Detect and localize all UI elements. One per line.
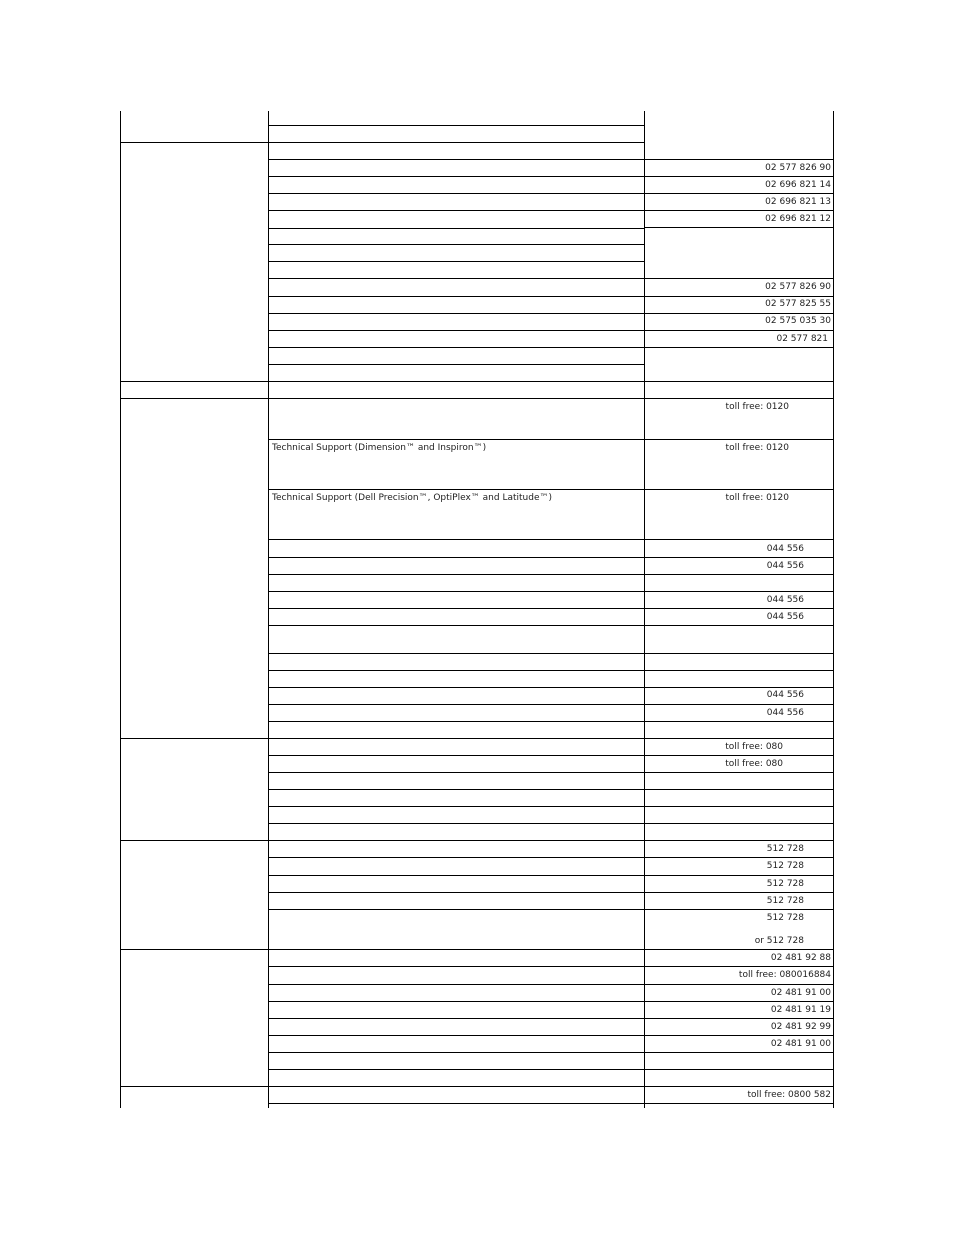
phone-number: 02 575 035 30 (765, 316, 831, 326)
grid-line (268, 840, 644, 841)
grid-line (645, 1035, 833, 1036)
grid-line (645, 670, 833, 671)
grid-line (268, 539, 644, 540)
grid-line (268, 1052, 644, 1053)
grid-line (268, 721, 644, 722)
grid-line (268, 193, 644, 194)
grid-line (268, 984, 644, 985)
grid-line (645, 313, 833, 314)
grid-line (268, 772, 644, 773)
phone-number: 512 728 (766, 879, 804, 889)
grid-line (268, 330, 644, 331)
grid-line (645, 653, 833, 654)
phone-number: 02 696 821 13 (765, 197, 831, 207)
grid-line (268, 608, 644, 609)
grid-line (645, 591, 833, 592)
grid-line (645, 227, 833, 228)
grid-line (268, 228, 644, 229)
grid-line (268, 296, 644, 297)
grid-line (645, 381, 833, 382)
phone-number: 512 728 (766, 861, 804, 871)
grid-line (120, 381, 268, 382)
grid-line (833, 111, 834, 1108)
phone-number: 02 696 821 14 (765, 180, 831, 190)
grid-line (645, 789, 833, 790)
grid-line (645, 539, 833, 540)
phone-number: 02 577 821 (776, 334, 828, 344)
grid-line (268, 381, 644, 382)
grid-line (645, 574, 833, 575)
grid-line (645, 772, 833, 773)
grid-line (268, 670, 644, 671)
grid-line (645, 278, 833, 279)
grid-line (645, 704, 833, 705)
grid-line (268, 687, 644, 688)
grid-line (268, 625, 644, 626)
phone-number: toll free: 080016884 (738, 970, 831, 980)
grid-line (645, 1086, 833, 1087)
grid-line (268, 142, 644, 143)
grid-line (645, 557, 833, 558)
grid-line (120, 949, 268, 950)
grid-line (268, 313, 644, 314)
grid-line (645, 892, 833, 893)
grid-line (268, 653, 644, 654)
grid-line (645, 1052, 833, 1053)
grid-line (268, 574, 644, 575)
grid-line (645, 966, 833, 967)
grid-line (645, 909, 833, 910)
grid-line (268, 439, 644, 440)
phone-number: toll free: 080 (725, 742, 783, 752)
grid-line (645, 755, 833, 756)
grid-line (268, 1018, 644, 1019)
grid-line (268, 823, 644, 824)
grid-line (644, 111, 645, 1108)
phone-number: 02 577 826 90 (765, 282, 831, 292)
grid-line (268, 125, 644, 126)
phone-number: toll free: 0120 (725, 402, 789, 412)
grid-line (268, 806, 644, 807)
grid-line (645, 398, 833, 399)
grid-line (645, 176, 833, 177)
phone-number: 512 728 (766, 844, 804, 854)
grid-line (120, 142, 268, 143)
grid-line (268, 875, 644, 876)
grid-line (268, 278, 644, 279)
grid-line (645, 949, 833, 950)
grid-line (268, 1103, 644, 1104)
phone-number: 044 556 (766, 708, 804, 718)
phone-number: 512 728 (766, 913, 804, 923)
grid-line (268, 755, 644, 756)
grid-line (645, 330, 833, 331)
phone-number: 02 481 91 19 (770, 1005, 831, 1015)
grid-line (268, 1035, 644, 1036)
phone-number: 044 556 (766, 561, 804, 571)
grid-line (645, 625, 833, 626)
grid-line (645, 857, 833, 858)
grid-line (645, 608, 833, 609)
phone-number: 02 696 821 12 (765, 214, 831, 224)
phone-number: or 512 728 (754, 936, 804, 946)
grid-line (268, 364, 644, 365)
grid-line (645, 1018, 833, 1019)
grid-line (120, 111, 121, 1108)
grid-line (268, 244, 644, 245)
phone-number: 044 556 (766, 595, 804, 605)
phone-number: 02 577 825 55 (765, 299, 831, 309)
grid-line (268, 1069, 644, 1070)
phone-number: 02 577 826 90 (765, 163, 831, 173)
phone-number: 044 556 (766, 544, 804, 554)
grid-line (645, 439, 833, 440)
grid-line (268, 1001, 644, 1002)
grid-line (645, 840, 833, 841)
phone-number: 044 556 (766, 612, 804, 622)
grid-line (268, 159, 644, 160)
phone-number: 02 481 91 00 (770, 1039, 831, 1049)
grid-line (645, 1103, 833, 1104)
grid-line (268, 210, 644, 211)
phone-number: 512 728 (766, 896, 804, 906)
grid-line (645, 1069, 833, 1070)
grid-line (645, 193, 833, 194)
grid-line (268, 489, 644, 490)
grid-line (645, 296, 833, 297)
grid-line (268, 176, 644, 177)
phone-number: toll free: 080 (725, 759, 783, 769)
grid-line (268, 1086, 644, 1087)
grid-line (268, 704, 644, 705)
grid-line (120, 840, 268, 841)
grid-line (268, 738, 644, 739)
grid-line (645, 984, 833, 985)
phone-number: 02 481 92 99 (770, 1022, 831, 1032)
grid-line (645, 687, 833, 688)
grid-line (645, 1001, 833, 1002)
grid-line (645, 721, 833, 722)
grid-line (268, 557, 644, 558)
phone-number: 044 556 (766, 690, 804, 700)
grid-line (268, 966, 644, 967)
label-tech-support-dimension-inspiron: Technical Support (Dimension™ and Inspiron™) (272, 443, 487, 453)
grid-line (645, 210, 833, 211)
phone-number: 02 481 91 00 (770, 988, 831, 998)
grid-line (268, 261, 644, 262)
phone-number: toll free: 0800 582 (747, 1090, 831, 1100)
grid-line (120, 738, 268, 739)
grid-line (268, 949, 644, 950)
phone-number: 02 481 92 88 (770, 953, 831, 963)
grid-line (120, 1086, 268, 1087)
grid-line (268, 857, 644, 858)
phone-number: toll free: 0120 (725, 443, 789, 453)
grid-line (268, 789, 644, 790)
grid-line (268, 892, 644, 893)
grid-line (268, 398, 644, 399)
label-tech-support-precision-optiplex-latitude: Technical Support (Dell Precision™, OptiPlex™ and Latitude™) (272, 493, 553, 503)
grid-line (268, 909, 644, 910)
grid-line (645, 806, 833, 807)
grid-line (645, 489, 833, 490)
grid-line (268, 347, 644, 348)
grid-line (645, 347, 833, 348)
grid-line (645, 875, 833, 876)
grid-line (645, 738, 833, 739)
grid-line (120, 398, 268, 399)
phone-number: toll free: 0120 (725, 493, 789, 503)
grid-line (645, 159, 833, 160)
grid-line (645, 823, 833, 824)
grid-line (268, 591, 644, 592)
